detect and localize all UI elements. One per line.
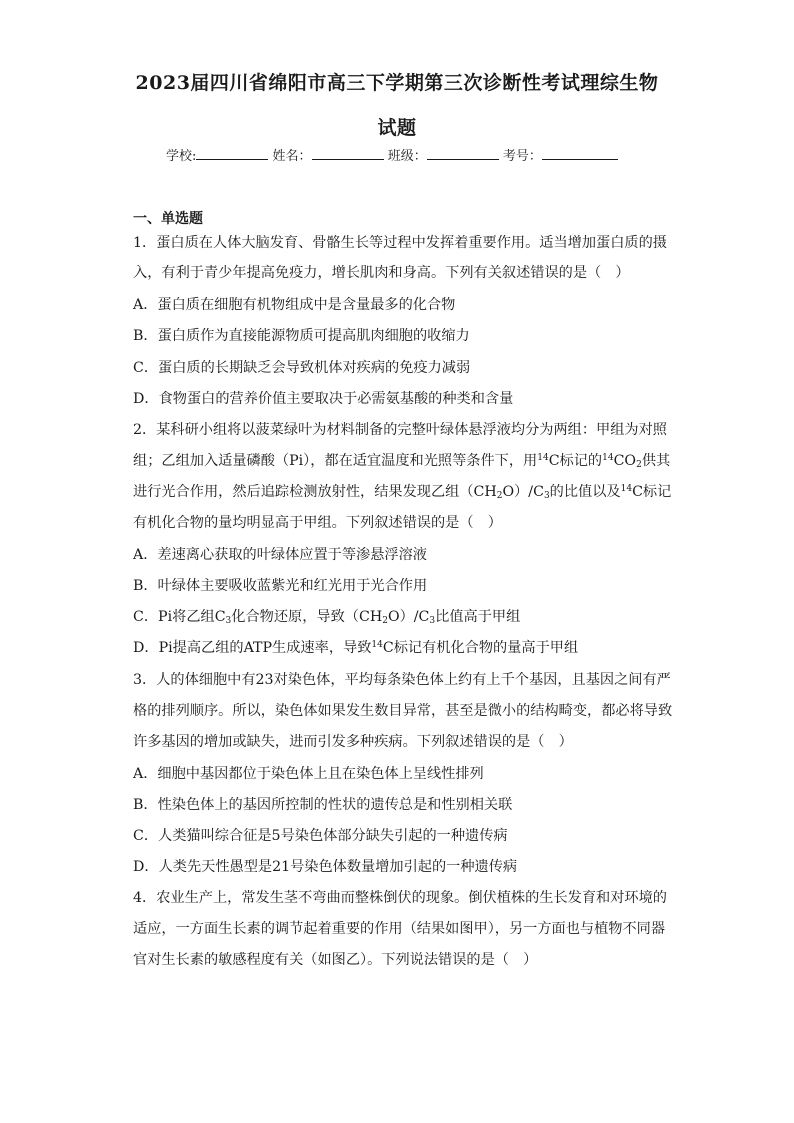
q3-option-a[interactable]: A．细胞中基因都位于染色体上且在染色体上呈线性排列 [133,766,484,782]
q1-option-d[interactable]: D．食物蛋白的营养价值主要取决于必需氨基酸的种类和含量 [133,391,514,407]
q2-stem-line4: 有机化合物的量均明显高于甲组。下列叙述错误的是（ ） [133,515,502,531]
q2-option-c[interactable]: C．Pi将乙组$C_3$化合物还原，导致$(CH_2O)/C_3$比值高于甲组 [133,609,521,626]
school-label: 学校: [166,149,197,164]
q1-stem-line2: 入，有利于青少年提高免疫力，增长肌肉和身高。下列有关叙述错误的是（ ） [133,265,630,281]
q2-stem-line2: 组；乙组加入适量磷酸（Pi），都在适宜温度和光照等条件下，用$^{14}$C标记的$^{14}CO_2$供其 [133,453,671,470]
q1-option-c[interactable]: C．蛋白质的长期缺乏会导致机体对疾病的免疫力减弱 [133,360,471,376]
school-blank[interactable] [196,146,268,160]
exam-number-label: 考号： [502,149,542,164]
q3-option-c[interactable]: C．人类猫叫综合征是5号染色体部分缺失引起的一种遗传病 [133,828,508,844]
q1-option-a[interactable]: A．蛋白质在细胞有机物组成中是含量最多的化合物 [133,297,456,313]
q3-option-d[interactable]: D．人类先天性愚型是21号染色体数量增加引起的一种遗传病 [133,859,518,875]
q3-option-b[interactable]: B．性染色体上的基因所控制的性状的遗传总是和性别相关联 [133,797,513,813]
exam-title-line2: 试题 [377,117,417,139]
q3-stem-line3: 许多基因的增加或缺失，进而引发多种疾病。下列叙述错误的是（ ） [133,734,573,750]
q3-stem-line2: 格的排列顺序。所以，染色体如果发生数目异常，甚至是微小的结构畸变，都必将导致 [133,703,673,719]
q2-stem-line1: 2．某科研小组将以菠菜绿叶为材料制备的完整叶绿体悬浮液均分为两组：甲组为对照 [133,422,667,438]
q4-stem-line3: 官对生长素的敏感程度有关（如图乙）。下列说法错误的是（ ） [133,952,538,968]
student-info-row [166,145,618,164]
name-blank[interactable] [312,146,384,160]
class-blank[interactable] [427,146,499,160]
q2-stem-line3: 进行光合作用，然后追踪检测放射性，结果发现乙组$(CH_2O)/C_3$的比值以及$^{14}$C标记 [133,484,672,501]
q1-stem-line1: 1．蛋白质在人体大脑发育、骨骼生长等过程中发挥着重要作用。适当增加蛋白质的摄 [133,235,667,251]
class-label: 班级： [387,149,427,164]
q3-stem-line1: 3．人的体细胞中有23对染色体，平均每条染色体上约有上千个基因，且基因之间有严 [133,672,671,688]
q1-option-b[interactable]: B．蛋白质作为直接能源物质可提高肌肉细胞的收缩力 [133,328,470,344]
q2-option-d[interactable]: D．Pi提高乙组的ATP生成速率，导致$^{14}$C标记有机化合物的量高于甲组 [133,640,579,656]
section-title: 一、单选题 [133,211,203,227]
exam-title-line1: 2023届四川省绵阳市高三下学期第三次诊断性考试理综生物 [135,72,659,94]
q4-stem-line1: 4．农业生产上，常发生茎不弯曲而整株倒伏的现象。倒伏植株的生长发育和对环境的 [133,890,667,906]
exam-number-blank[interactable] [542,146,618,160]
q2-option-a[interactable]: A．差速离心获取的叶绿体应置于等渗悬浮溶液 [133,547,427,563]
q2-option-b[interactable]: B．叶绿体主要吸收蓝紫光和红光用于光合作用 [133,578,428,594]
q4-stem-line2: 适应，一方面生长素的调节起着重要的作用（结果如图甲），另一方面也与植物不同器 [133,921,666,937]
name-label: 姓名： [272,149,312,164]
